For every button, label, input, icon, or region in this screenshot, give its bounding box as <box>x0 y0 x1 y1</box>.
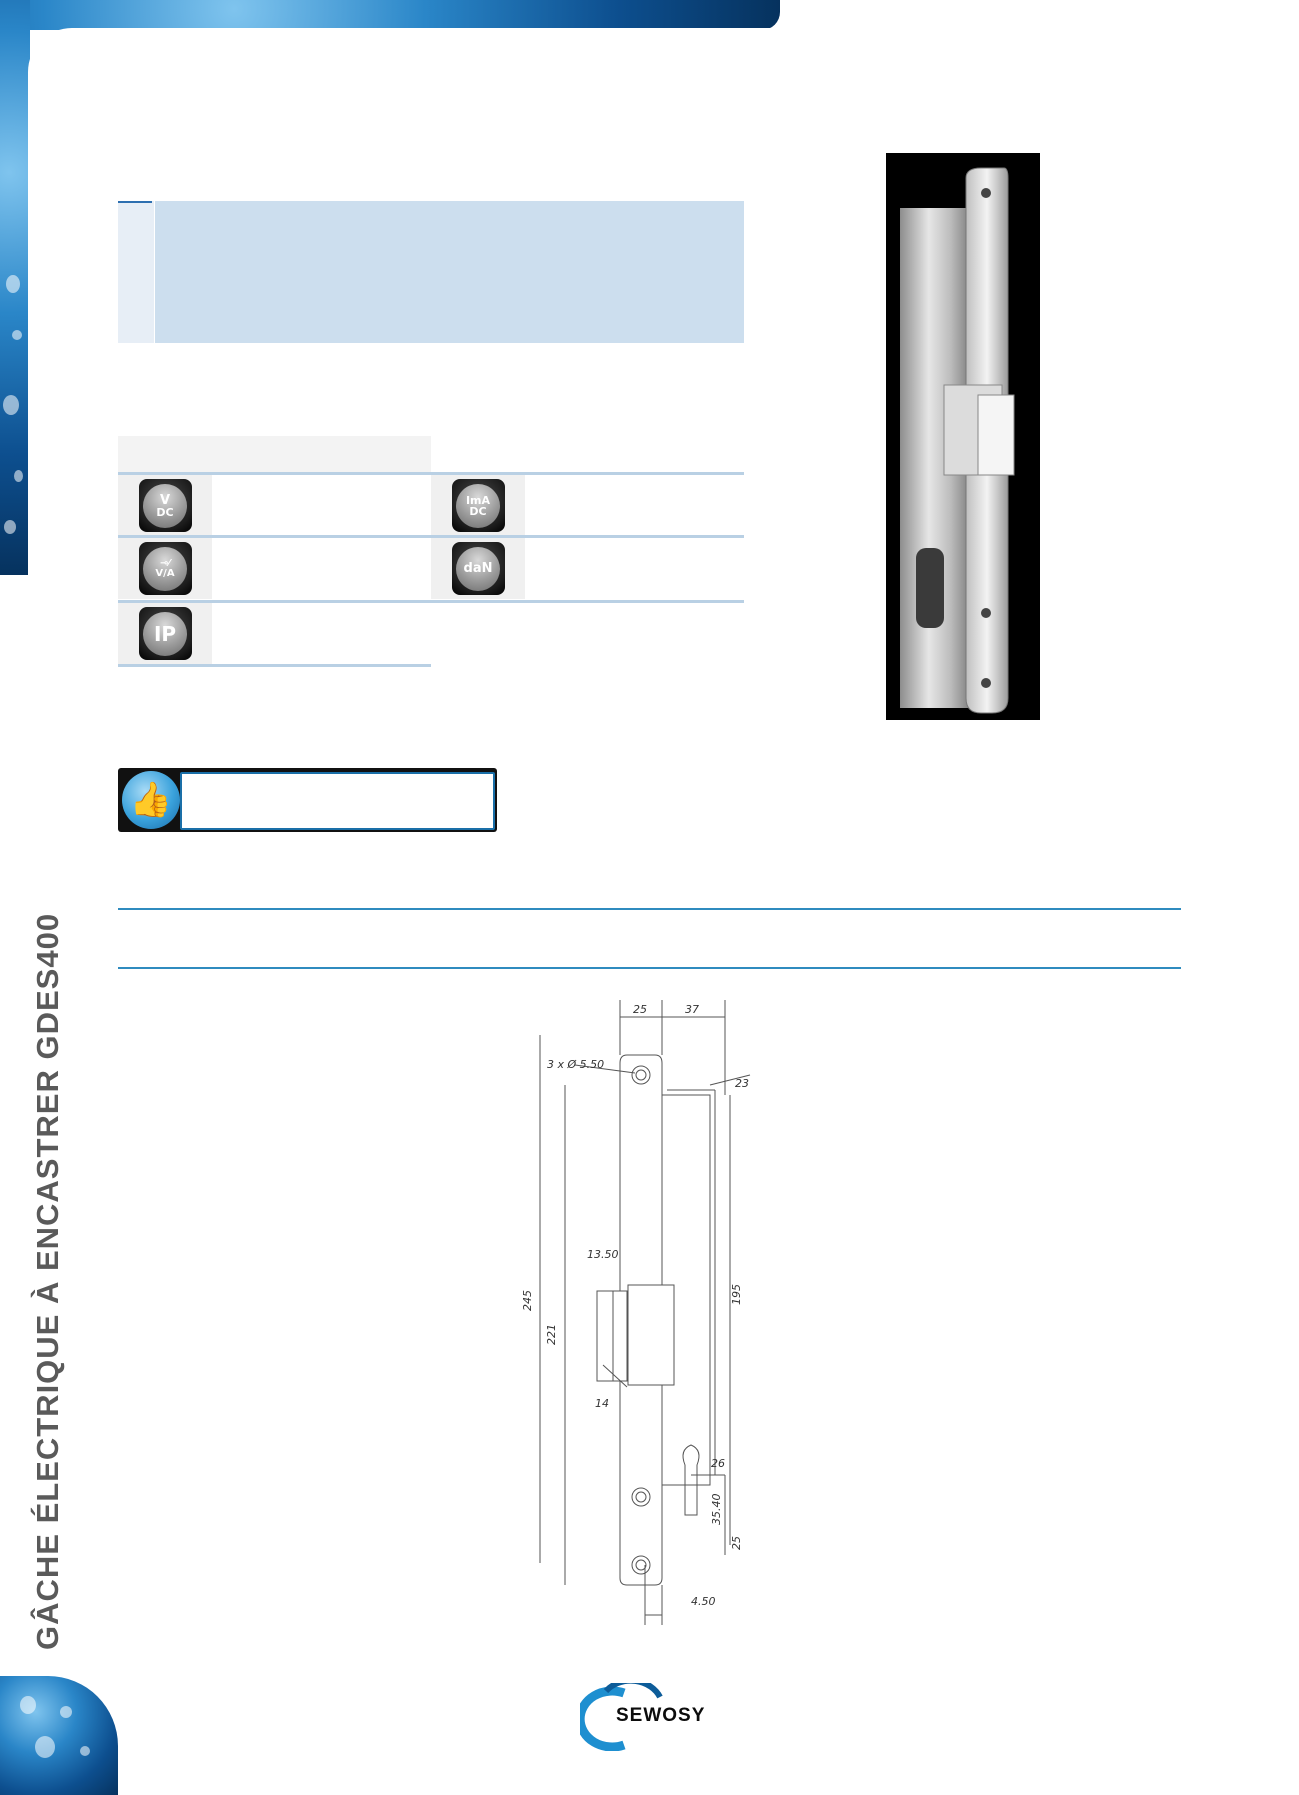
spec-icon-cell <box>118 603 212 664</box>
spec-rule <box>118 664 431 667</box>
heading-tab <box>118 201 154 343</box>
advantages-text-box <box>180 772 495 830</box>
volt-dc-icon: V DC <box>139 479 192 532</box>
spec-icon-cell <box>431 538 525 599</box>
svg-text:195: 195 <box>730 1284 743 1305</box>
spec-icon-cell <box>118 538 212 599</box>
svg-text:245: 245 <box>521 1290 534 1311</box>
section-separator <box>118 908 1181 910</box>
svg-text:221: 221 <box>545 1324 558 1345</box>
side-title: GÂCHE ÉLECTRIQUE À ENCASTRER GDES400 <box>30 912 65 1650</box>
svg-text:4.50: 4.50 <box>691 1595 716 1608</box>
water-background-left <box>0 0 30 575</box>
svg-text:14: 14 <box>595 1397 609 1410</box>
thumbs-up-icon: 👍 <box>122 771 180 829</box>
sewosy-logo <box>580 1683 730 1751</box>
spec-icon-cell <box>431 475 525 536</box>
logo-text: SEWOSY <box>616 1705 706 1726</box>
svg-text:35.40: 35.40 <box>710 1493 723 1525</box>
ip-rating-icon: IP <box>139 607 192 660</box>
heading-box <box>118 201 744 343</box>
force-dan-icon: daN <box>452 542 505 595</box>
product-photo <box>886 153 1040 720</box>
technical-drawing <box>515 995 775 1625</box>
svg-text:13.50: 13.50 <box>587 1248 619 1261</box>
water-background-top <box>0 0 780 30</box>
svg-text:3 x Ø 5.50: 3 x Ø 5.50 <box>547 1058 605 1071</box>
svg-text:25: 25 <box>730 1536 743 1550</box>
advantages-banner <box>118 768 497 832</box>
section-separator <box>118 967 1181 969</box>
heading-panel <box>155 201 744 343</box>
svg-text:26: 26 <box>711 1457 725 1470</box>
svg-text:37: 37 <box>685 1003 699 1016</box>
svg-text:23: 23 <box>735 1077 749 1090</box>
switch-va-icon: ⊸⁄ V/A <box>139 542 192 595</box>
svg-text:25: 25 <box>633 1003 647 1016</box>
current-ma-dc-icon: ImA DC <box>452 479 505 532</box>
water-background-bottom <box>0 1676 118 1795</box>
heading-tab-accent <box>118 201 152 203</box>
spec-table-header <box>118 436 431 472</box>
spec-icon-cell <box>118 475 212 536</box>
